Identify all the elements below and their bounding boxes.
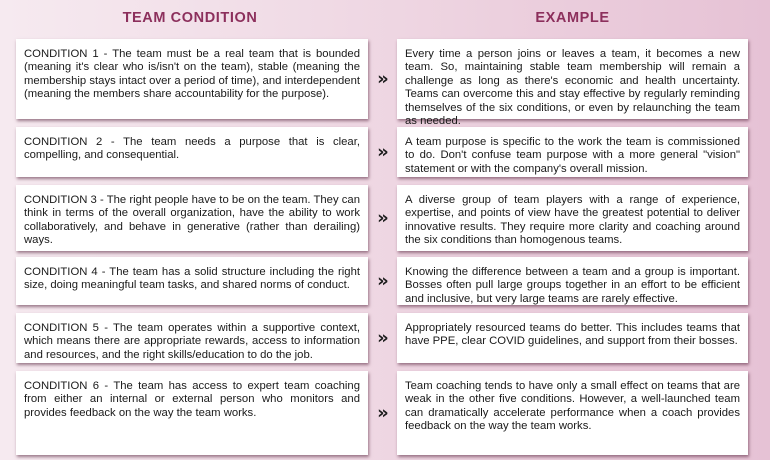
double-chevron-right-icon: » — [377, 270, 389, 292]
double-chevron-right-icon: » — [377, 327, 389, 349]
condition-6-cell: CONDITION 6 - The team has access to expert team coaching from either an internal or external person who monitors and provides feedback on the way the team works. — [16, 371, 368, 455]
example-5-cell: Appropriately resourced teams do better. This includes teams that have PPE, clear COVID guidelines, and support from their bosses. — [397, 313, 748, 363]
table-row-3 — [0, 185, 770, 251]
double-chevron-right-icon: » — [377, 402, 389, 424]
condition-2-cell: CONDITION 2 - The team needs a purpose that is clear, compelling, and consequential. — [16, 127, 368, 177]
table-row-1 — [0, 39, 770, 128]
double-chevron-right-icon: » — [377, 68, 389, 90]
example-2-cell: A team purpose is specific to the work the team is commissioned to do. Don't confuse team purpose with a more general "vision" statement or with the company's overall mission. — [397, 127, 748, 177]
table-row-4 — [0, 257, 770, 305]
double-chevron-right-icon: » — [377, 207, 389, 229]
table-row-5 — [0, 313, 770, 363]
example-1-cell: Every time a person joins or leaves a team, it becomes a new team. So, maintaining stable team membership will remain a challenge as long as there's economic and health uncertainty. Teams can overcome this and stay effective by regularly reminding themselves of the six conditions, or even by relaunching the team as needed. — [397, 39, 748, 119]
example-header: EXAMPLE — [535, 10, 610, 26]
condition-5-cell: CONDITION 5 - The team operates within a supportive context, which means there are appropriate rewards, access to information and resources, and the right skills/education to do the job. — [16, 313, 368, 363]
table-row-2 — [0, 127, 770, 177]
condition-1-cell: CONDITION 1 - The team must be a real team that is bounded (meaning it's clear who is/isn't on the team), stable (meaning the membership stays intact over a period of time), and interdependent (meaning the members share accountability for the purpose). — [16, 39, 368, 119]
example-6-cell: Team coaching tends to have only a small effect on teams that are weak in the other five conditions. However, a well-launched team can dramatically accelerate performance when a coach provides feedback on the way the team works. — [397, 371, 748, 455]
table-row-6 — [0, 371, 770, 455]
double-chevron-right-icon: » — [377, 141, 389, 163]
example-4-cell: Knowing the difference between a team and a group is important. Bosses often pull large groups together in an effort to be efficient and inclusive, but very large teams are rarely effective. — [397, 257, 748, 305]
example-3-cell: A diverse group of team players with a range of experience, expertise, and points of view have the greatest potential to deliver innovative results. They require more clarity and coaching around the six conditions than homogenous teams. — [397, 185, 748, 251]
condition-4-cell: CONDITION 4 - The team has a solid structure including the right size, doing meaningful team tasks, and shared norms of conduct. — [16, 257, 368, 305]
team-condition-header: TEAM CONDITION — [122, 10, 258, 26]
condition-3-cell: CONDITION 3 - The right people have to be on the team. They can think in terms of the overall organization, have the ability to work collaboratively, and behave in generative (rather than derailing) ways. — [16, 185, 368, 251]
